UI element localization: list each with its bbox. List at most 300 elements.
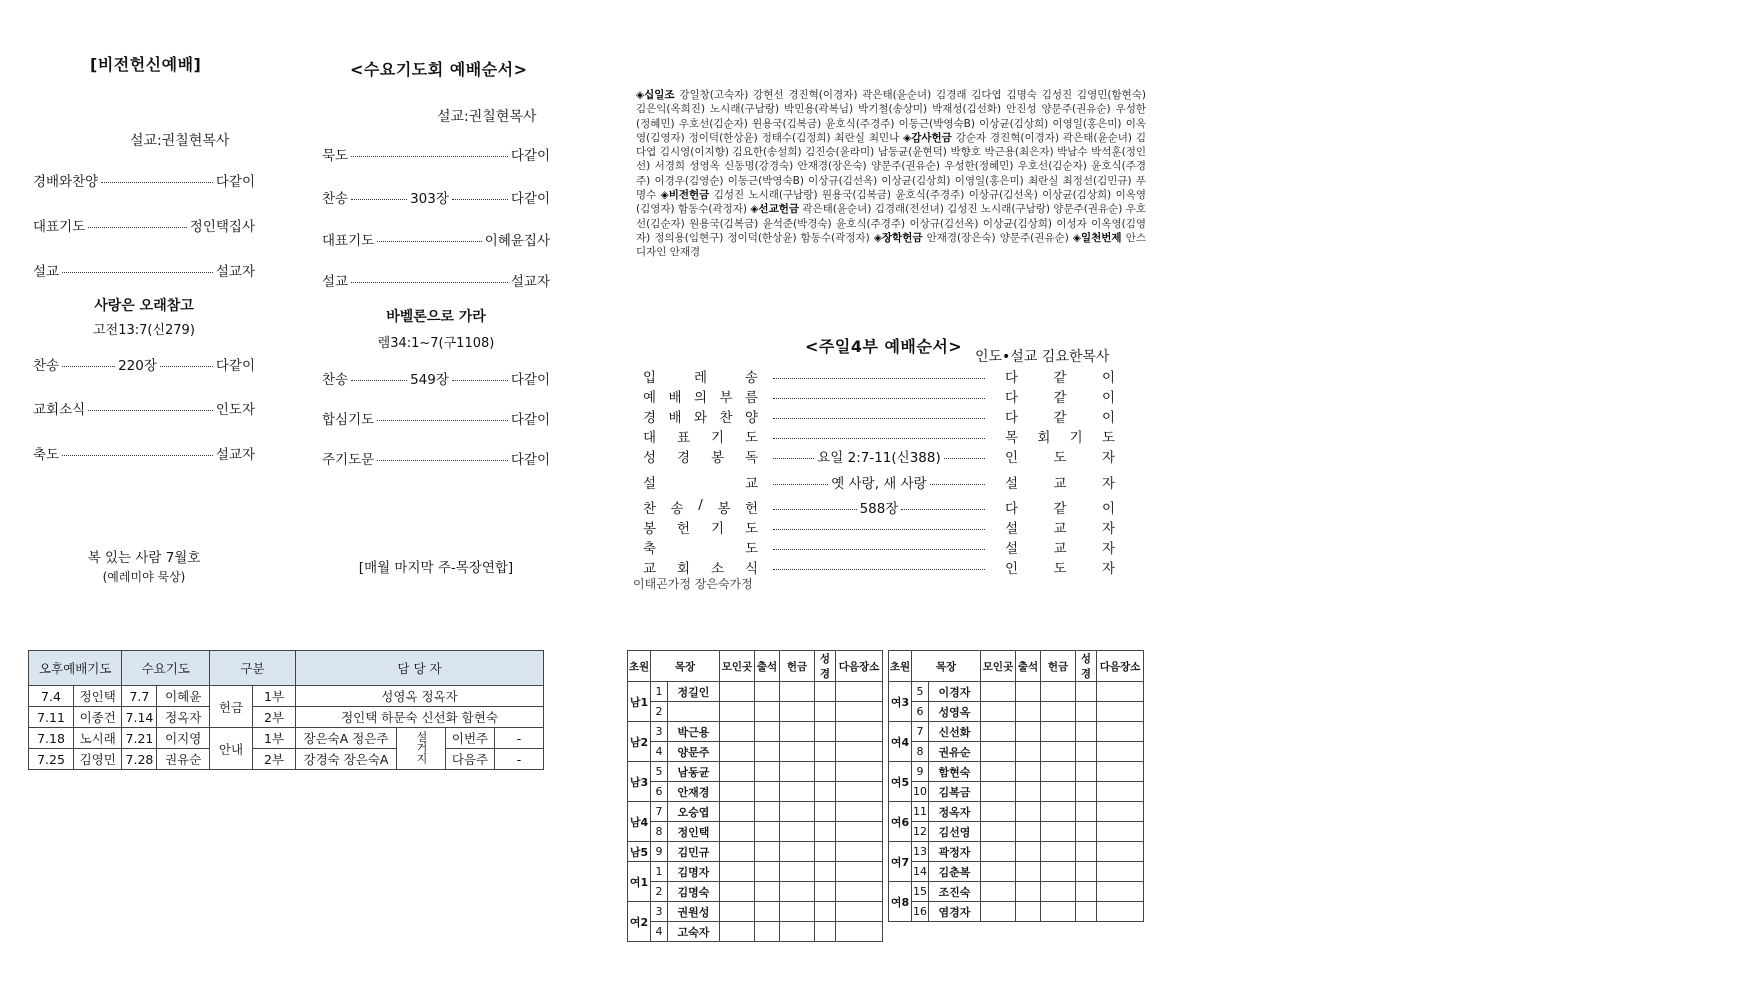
- attendance-cell[interactable]: [1097, 702, 1144, 722]
- attendance-leader: 신선화: [929, 722, 981, 742]
- attendance-cell[interactable]: [981, 702, 1016, 722]
- schedule-week: 다음주: [446, 749, 495, 770]
- vision-preacher: 설교:권칠현목사: [130, 133, 230, 149]
- attendance-number: 7: [912, 722, 929, 742]
- attendance-cell[interactable]: [1076, 742, 1097, 762]
- attendance-group: 여1: [628, 862, 651, 902]
- sunday-order-row: [643, 406, 1115, 426]
- attendance-cell[interactable]: [1097, 802, 1144, 822]
- attendance-cell[interactable]: [1097, 862, 1144, 882]
- schedule-assignee: 장은숙A 정은주: [296, 728, 397, 749]
- attendance-number: 11: [912, 802, 929, 822]
- attendance-cell[interactable]: [1076, 822, 1097, 842]
- attendance-cell[interactable]: [815, 882, 836, 902]
- sunday-order-person: 설 교 자: [1005, 521, 1115, 537]
- table-row: [889, 782, 1144, 802]
- schedule-header-category: 구분: [210, 651, 296, 686]
- attendance-leader: 정길인: [668, 682, 720, 702]
- table-row: [29, 707, 544, 728]
- sunday-order-row: [643, 497, 1115, 517]
- attendance-cell[interactable]: [720, 742, 755, 762]
- attendance-cell[interactable]: [836, 882, 883, 902]
- schedule-name: 노시래: [74, 728, 122, 749]
- attendance-cell[interactable]: [1041, 702, 1076, 722]
- attendance-group: 여8: [889, 882, 912, 922]
- table-row: [628, 922, 883, 942]
- attendance-cell[interactable]: [1076, 802, 1097, 822]
- attendance-cell[interactable]: [780, 802, 815, 822]
- attendance-header: 다음장소: [836, 651, 883, 682]
- attendance-cell[interactable]: [815, 742, 836, 762]
- attendance-cell[interactable]: [1016, 902, 1041, 922]
- attendance-number: 10: [912, 782, 929, 802]
- sunday-order-detail: [773, 421, 985, 422]
- schedule-part: 2부: [253, 749, 296, 770]
- attendance-cell[interactable]: [720, 682, 755, 702]
- attendance-cell[interactable]: [1097, 722, 1144, 742]
- attendance-cell[interactable]: [780, 782, 815, 802]
- attendance-cell[interactable]: [981, 742, 1016, 762]
- sunday-order-person: 다 같 이: [1005, 410, 1115, 426]
- attendance-cell[interactable]: [1041, 862, 1076, 882]
- attendance-cell[interactable]: [1097, 742, 1144, 762]
- attendance-leader: 염경자: [929, 902, 981, 922]
- attendance-group: 여4: [889, 722, 912, 762]
- attendance-cell[interactable]: [1041, 902, 1076, 922]
- attendance-cell[interactable]: [981, 722, 1016, 742]
- table-row: [29, 686, 544, 707]
- offering-vision-names: 김성진 노시래(구남랑) 원용국(김복금) 윤호식(주경주) 이상규(김선옥) 이상균(김상희) 이옥영(김영자) 함동수(곽정자): [636, 189, 1147, 216]
- sunday-order-person: 인 도 자: [1005, 450, 1115, 466]
- attendance-cell[interactable]: [755, 902, 780, 922]
- attendance-header: 출석: [755, 651, 780, 682]
- attendance-cell[interactable]: [755, 742, 780, 762]
- attendance-number: 16: [912, 902, 929, 922]
- attendance-group: 여6: [889, 802, 912, 842]
- attendance-cell[interactable]: [720, 822, 755, 842]
- attendance-cell[interactable]: [720, 922, 755, 942]
- attendance-leader: 권원성: [668, 902, 720, 922]
- attendance-cell[interactable]: [836, 922, 883, 942]
- attendance-leader: 김춘복: [929, 862, 981, 882]
- attendance-number: 3: [651, 722, 668, 742]
- table-row: [889, 862, 1144, 882]
- attendance-cell[interactable]: [755, 782, 780, 802]
- attendance-cell[interactable]: [815, 822, 836, 842]
- attendance-number: 9: [651, 842, 668, 862]
- attendance-cell[interactable]: [755, 862, 780, 882]
- schedule-assignee: 정인택 하문숙 신선화 함현숙: [296, 707, 544, 728]
- attendance-group: 남1: [628, 682, 651, 722]
- attendance-table-right: [888, 650, 1144, 922]
- attendance-cell[interactable]: [815, 762, 836, 782]
- attendance-cell[interactable]: [780, 722, 815, 742]
- attendance-cell[interactable]: [755, 882, 780, 902]
- attendance-cell[interactable]: [755, 802, 780, 822]
- attendance-cell[interactable]: [1016, 702, 1041, 722]
- vision-item-prayer: 대표기도 정인택집사: [33, 219, 255, 235]
- sunday-order-person: 다 같 이: [1005, 501, 1115, 517]
- attendance-cell[interactable]: [1097, 782, 1144, 802]
- attendance-cell[interactable]: [1016, 882, 1041, 902]
- attendance-header: 초원: [628, 651, 651, 682]
- attendance-cell[interactable]: [836, 702, 883, 722]
- attendance-number: 12: [912, 822, 929, 842]
- schedule-name: 이혜윤: [157, 686, 210, 707]
- devotional-subtitle: (예레미야 묵상): [102, 570, 186, 584]
- schedule-header-wednesday: 수요기도: [122, 651, 210, 686]
- offering-scholarship-label: ◈장학헌금: [873, 231, 923, 244]
- table-row: [29, 728, 544, 749]
- schedule-date: 7.18: [29, 728, 74, 749]
- schedule-dishwashing: 설거지: [397, 728, 446, 770]
- attendance-cell[interactable]: [815, 802, 836, 822]
- table-row: [29, 749, 544, 770]
- attendance-cell[interactable]: [780, 902, 815, 922]
- sunday-order-row: [643, 366, 1115, 386]
- attendance-group: 여7: [889, 842, 912, 882]
- attendance-cell[interactable]: [1097, 882, 1144, 902]
- attendance-header: 다음장소: [1097, 651, 1144, 682]
- attendance-group: 여3: [889, 682, 912, 722]
- sunday-order-detail: [773, 552, 985, 553]
- attendance-cell[interactable]: [981, 902, 1016, 922]
- attendance-cell[interactable]: [780, 882, 815, 902]
- attendance-cell[interactable]: [815, 682, 836, 702]
- attendance-cell[interactable]: [1041, 882, 1076, 902]
- attendance-cell[interactable]: [1076, 882, 1097, 902]
- attendance-cell[interactable]: [1041, 682, 1076, 702]
- table-row: [889, 902, 1144, 922]
- attendance-leader: 남동균: [668, 762, 720, 782]
- sunday-order-row: [643, 472, 1115, 492]
- attendance-cell[interactable]: [780, 862, 815, 882]
- sunday-order-row: [643, 386, 1115, 406]
- vision-item-benediction: 축도 설교자: [33, 447, 255, 463]
- offering-tithe-label: ◈십일조: [636, 89, 675, 101]
- attendance-cell[interactable]: [1097, 762, 1144, 782]
- attendance-cell[interactable]: [720, 702, 755, 722]
- attendance-cell[interactable]: [720, 902, 755, 922]
- sunday-order-label: 교 회 소 식: [643, 561, 758, 577]
- attendance-number: 5: [912, 682, 929, 702]
- attendance-cell[interactable]: [1016, 762, 1041, 782]
- sunday-leader: 인도•설교 김요한목사: [975, 349, 1110, 365]
- table-row: [628, 802, 883, 822]
- sunday-order-label: 예 배 의 부 름: [643, 390, 758, 406]
- attendance-leader: 김복금: [929, 782, 981, 802]
- attendance-cell[interactable]: [1076, 702, 1097, 722]
- attendance-leader: 조진숙: [929, 882, 981, 902]
- attendance-header: 성경: [1076, 651, 1097, 682]
- attendance-cell[interactable]: [836, 782, 883, 802]
- attendance-cell[interactable]: [1016, 742, 1041, 762]
- attendance-cell[interactable]: [1041, 802, 1076, 822]
- attendance-cell[interactable]: [981, 882, 1016, 902]
- vision-item-hymn: 찬송 220장 다같이: [33, 358, 255, 374]
- attendance-cell[interactable]: [1076, 902, 1097, 922]
- table-row: [889, 822, 1144, 842]
- wednesday-item-hymn1: 찬송 303장 다같이: [322, 191, 550, 207]
- table-row: [628, 742, 883, 762]
- attendance-cell[interactable]: [755, 702, 780, 722]
- attendance-cell[interactable]: [1041, 762, 1076, 782]
- sunday-order-label: 축 도: [643, 541, 758, 557]
- attendance-cell[interactable]: [720, 802, 755, 822]
- attendance-header: 목장: [651, 651, 720, 682]
- attendance-cell[interactable]: [1097, 842, 1144, 862]
- attendance-cell[interactable]: [1016, 842, 1041, 862]
- attendance-cell[interactable]: [780, 842, 815, 862]
- attendance-cell[interactable]: [720, 862, 755, 882]
- attendance-cell[interactable]: [1016, 782, 1041, 802]
- attendance-cell[interactable]: [836, 822, 883, 842]
- wednesday-note: [매월 마지막 주-목장연합]: [358, 560, 514, 576]
- attendance-leader: 양문주: [668, 742, 720, 762]
- attendance-cell[interactable]: [815, 922, 836, 942]
- schedule-part: 2부: [253, 707, 296, 728]
- attendance-cell[interactable]: [780, 702, 815, 722]
- attendance-cell[interactable]: [1076, 762, 1097, 782]
- attendance-cell[interactable]: [1076, 722, 1097, 742]
- attendance-number: 13: [912, 842, 929, 862]
- attendance-cell[interactable]: [780, 682, 815, 702]
- attendance-cell[interactable]: [1097, 902, 1144, 922]
- wednesday-item-hymn2: 찬송 549장 다같이: [322, 372, 550, 388]
- attendance-cell[interactable]: [1076, 862, 1097, 882]
- attendance-cell[interactable]: [1016, 802, 1041, 822]
- vision-service-title: [비전헌신예배]: [90, 55, 202, 74]
- attendance-cell[interactable]: [1016, 722, 1041, 742]
- wednesday-service-title: <수요기도회 예배순서>: [350, 60, 528, 79]
- attendance-cell[interactable]: [1041, 722, 1076, 742]
- vision-item-sermon: 설교 설교자: [33, 264, 255, 280]
- attendance-number: 2: [651, 882, 668, 902]
- attendance-group: 여2: [628, 902, 651, 942]
- attendance-cell[interactable]: [755, 842, 780, 862]
- schedule-category: 안내: [210, 728, 253, 770]
- attendance-leader: 권유순: [929, 742, 981, 762]
- sunday-order-detail: 588장: [773, 497, 985, 517]
- attendance-cell[interactable]: [720, 722, 755, 742]
- attendance-cell[interactable]: [836, 762, 883, 782]
- attendance-cell[interactable]: [1016, 682, 1041, 702]
- attendance-cell[interactable]: [755, 762, 780, 782]
- sunday-order-person: 설 교 자: [1005, 476, 1115, 492]
- attendance-group: 남5: [628, 842, 651, 862]
- schedule-week-value: -: [495, 728, 544, 749]
- attendance-cell[interactable]: [780, 922, 815, 942]
- attendance-leader: 이경자: [929, 682, 981, 702]
- attendance-header: 출석: [1016, 651, 1041, 682]
- attendance-cell[interactable]: [981, 862, 1016, 882]
- schedule-date: 7.21: [122, 728, 157, 749]
- sunday-order-person: 다 같 이: [1005, 370, 1115, 386]
- wednesday-sermon-ref: 렘34:1~7(구1108): [377, 336, 495, 351]
- attendance-leader: 고숙자: [668, 922, 720, 942]
- attendance-cell[interactable]: [1097, 682, 1144, 702]
- attendance-leader: 함현숙: [929, 762, 981, 782]
- attendance-cell[interactable]: [815, 782, 836, 802]
- sunday-order-row: [643, 537, 1115, 557]
- table-row: [889, 882, 1144, 902]
- attendance-cell[interactable]: [815, 862, 836, 882]
- attendance-cell[interactable]: [981, 802, 1016, 822]
- wednesday-item-silent-prayer: 묵도 다같이: [322, 148, 550, 164]
- table-row: [889, 802, 1144, 822]
- attendance-header: 헌금: [780, 651, 815, 682]
- schedule-name: 권유순: [157, 749, 210, 770]
- attendance-number: 8: [651, 822, 668, 842]
- attendance-cell[interactable]: [720, 762, 755, 782]
- attendance-cell[interactable]: [981, 842, 1016, 862]
- offering-scholarship-names: 안재경(장은숙) 양문주(권유순): [926, 231, 1069, 244]
- attendance-number: 2: [651, 702, 668, 722]
- sunday-order-row: [643, 517, 1115, 537]
- attendance-cell[interactable]: [981, 762, 1016, 782]
- attendance-cell[interactable]: [1076, 782, 1097, 802]
- offering-thanks-label: ◈감사헌금: [903, 131, 952, 144]
- attendance-cell[interactable]: [720, 882, 755, 902]
- attendance-leader: 박근용: [668, 722, 720, 742]
- attendance-cell[interactable]: [981, 822, 1016, 842]
- sunday-order-person: 설 교 자: [1005, 541, 1115, 557]
- wednesday-item-unison-prayer: 합심기도 다같이: [322, 412, 550, 428]
- table-row: [628, 702, 883, 722]
- attendance-cell[interactable]: [836, 722, 883, 742]
- vision-sermon-ref: 고전13:7(신279): [93, 323, 195, 338]
- table-row: [889, 702, 1144, 722]
- schedule-week-value: -: [495, 749, 544, 770]
- attendance-cell[interactable]: [1041, 742, 1076, 762]
- attendance-cell[interactable]: [780, 742, 815, 762]
- sunday-order-row: [643, 426, 1115, 446]
- attendance-cell[interactable]: [1016, 862, 1041, 882]
- vision-item-news: 교회소식 인도자: [33, 402, 255, 418]
- offering-vision-label: ◈비전헌금: [660, 189, 710, 202]
- attendance-number: 4: [651, 742, 668, 762]
- attendance-cell[interactable]: [836, 802, 883, 822]
- schedule-header-assignee: 담 당 자: [296, 651, 544, 686]
- attendance-cell[interactable]: [815, 702, 836, 722]
- attendance-cell[interactable]: [836, 842, 883, 862]
- schedule-name: 이종건: [74, 707, 122, 728]
- table-row: [628, 762, 883, 782]
- schedule-date: 7.28: [122, 749, 157, 770]
- wednesday-preacher: 설교:권칠현목사: [437, 109, 537, 125]
- attendance-leader: 김민규: [668, 842, 720, 862]
- sunday-order-label: 봉 헌 기 도: [643, 521, 758, 537]
- attendance-number: 14: [912, 862, 929, 882]
- attendance-cell[interactable]: [1076, 842, 1097, 862]
- attendance-number: 15: [912, 882, 929, 902]
- schedule-date: 7.14: [122, 707, 157, 728]
- schedule-assignee: 강경숙 장은숙A: [296, 749, 397, 770]
- schedule-date: 7.25: [29, 749, 74, 770]
- attendance-cell[interactable]: [981, 682, 1016, 702]
- attendance-cell[interactable]: [1097, 822, 1144, 842]
- schedule-name: 김영민: [74, 749, 122, 770]
- attendance-cell[interactable]: [836, 862, 883, 882]
- wednesday-sermon-title: 바벨론으로 가라: [386, 309, 486, 325]
- attendance-cell[interactable]: [780, 762, 815, 782]
- attendance-cell[interactable]: [755, 682, 780, 702]
- wednesday-item-lords-prayer: 주기도문 다같이: [322, 452, 550, 468]
- attendance-leader: 오승엽: [668, 802, 720, 822]
- sunday-order-label: 찬 송 / 봉 헌: [643, 497, 758, 517]
- offering-mission-label: ◈선교헌금: [750, 203, 800, 216]
- attendance-cell[interactable]: [720, 782, 755, 802]
- schedule-date: 7.7: [122, 686, 157, 707]
- attendance-cell[interactable]: [1016, 822, 1041, 842]
- attendance-leader: 정인택: [668, 822, 720, 842]
- attendance-cell[interactable]: [836, 902, 883, 922]
- attendance-cell[interactable]: [815, 842, 836, 862]
- duty-schedule-table: [28, 650, 544, 770]
- attendance-number: 9: [912, 762, 929, 782]
- table-row: [628, 862, 883, 882]
- sunday-order-row: [643, 446, 1115, 466]
- offering-list: [636, 88, 1146, 260]
- attendance-cell[interactable]: [815, 722, 836, 742]
- table-row: [889, 722, 1144, 742]
- schedule-name: 이지영: [157, 728, 210, 749]
- attendance-cell[interactable]: [780, 822, 815, 842]
- schedule-part: 1부: [253, 686, 296, 707]
- attendance-cell[interactable]: [1041, 822, 1076, 842]
- attendance-cell[interactable]: [1041, 842, 1076, 862]
- attendance-leader: 곽정자: [929, 842, 981, 862]
- attendance-number: 5: [651, 762, 668, 782]
- attendance-leader: 김선영: [929, 822, 981, 842]
- attendance-cell[interactable]: [815, 902, 836, 922]
- sunday-order-detail: [773, 441, 985, 442]
- attendance-cell[interactable]: [1041, 782, 1076, 802]
- attendance-leader: 정옥자: [929, 802, 981, 822]
- offering-thousand-names: 안스디자인 안재경: [636, 231, 1146, 259]
- table-row: [628, 822, 883, 842]
- wednesday-item-prayer: 대표기도 이혜윤집사: [322, 233, 550, 249]
- schedule-part: 1부: [253, 728, 296, 749]
- schedule-name: 정옥자: [157, 707, 210, 728]
- attendance-number: 7: [651, 802, 668, 822]
- attendance-cell[interactable]: [755, 722, 780, 742]
- sunday-order-detail: 요일 2:7-11(신388): [773, 446, 985, 466]
- table-row: [628, 722, 883, 742]
- attendance-cell[interactable]: [755, 922, 780, 942]
- attendance-cell[interactable]: [836, 682, 883, 702]
- attendance-cell[interactable]: [836, 742, 883, 762]
- attendance-number: 4: [651, 922, 668, 942]
- attendance-leader: 안재경: [668, 782, 720, 802]
- attendance-cell[interactable]: [720, 842, 755, 862]
- attendance-leader: 김명숙: [668, 882, 720, 902]
- attendance-header: 목장: [912, 651, 981, 682]
- attendance-cell[interactable]: [981, 782, 1016, 802]
- attendance-leader: 성영옥: [929, 702, 981, 722]
- attendance-number: 1: [651, 682, 668, 702]
- schedule-assignee: 성영옥 정옥자: [296, 686, 544, 707]
- sunday-order-label: 설 교: [643, 476, 758, 492]
- schedule-date: 7.4: [29, 686, 74, 707]
- attendance-cell[interactable]: [1076, 682, 1097, 702]
- attendance-header: 모인곳: [720, 651, 755, 682]
- schedule-header-afternoon: 오후예배기도: [29, 651, 122, 686]
- sunday-order-label: 입 레 송: [643, 370, 758, 386]
- table-row: [889, 842, 1144, 862]
- attendance-cell[interactable]: [755, 822, 780, 842]
- table-row: [628, 782, 883, 802]
